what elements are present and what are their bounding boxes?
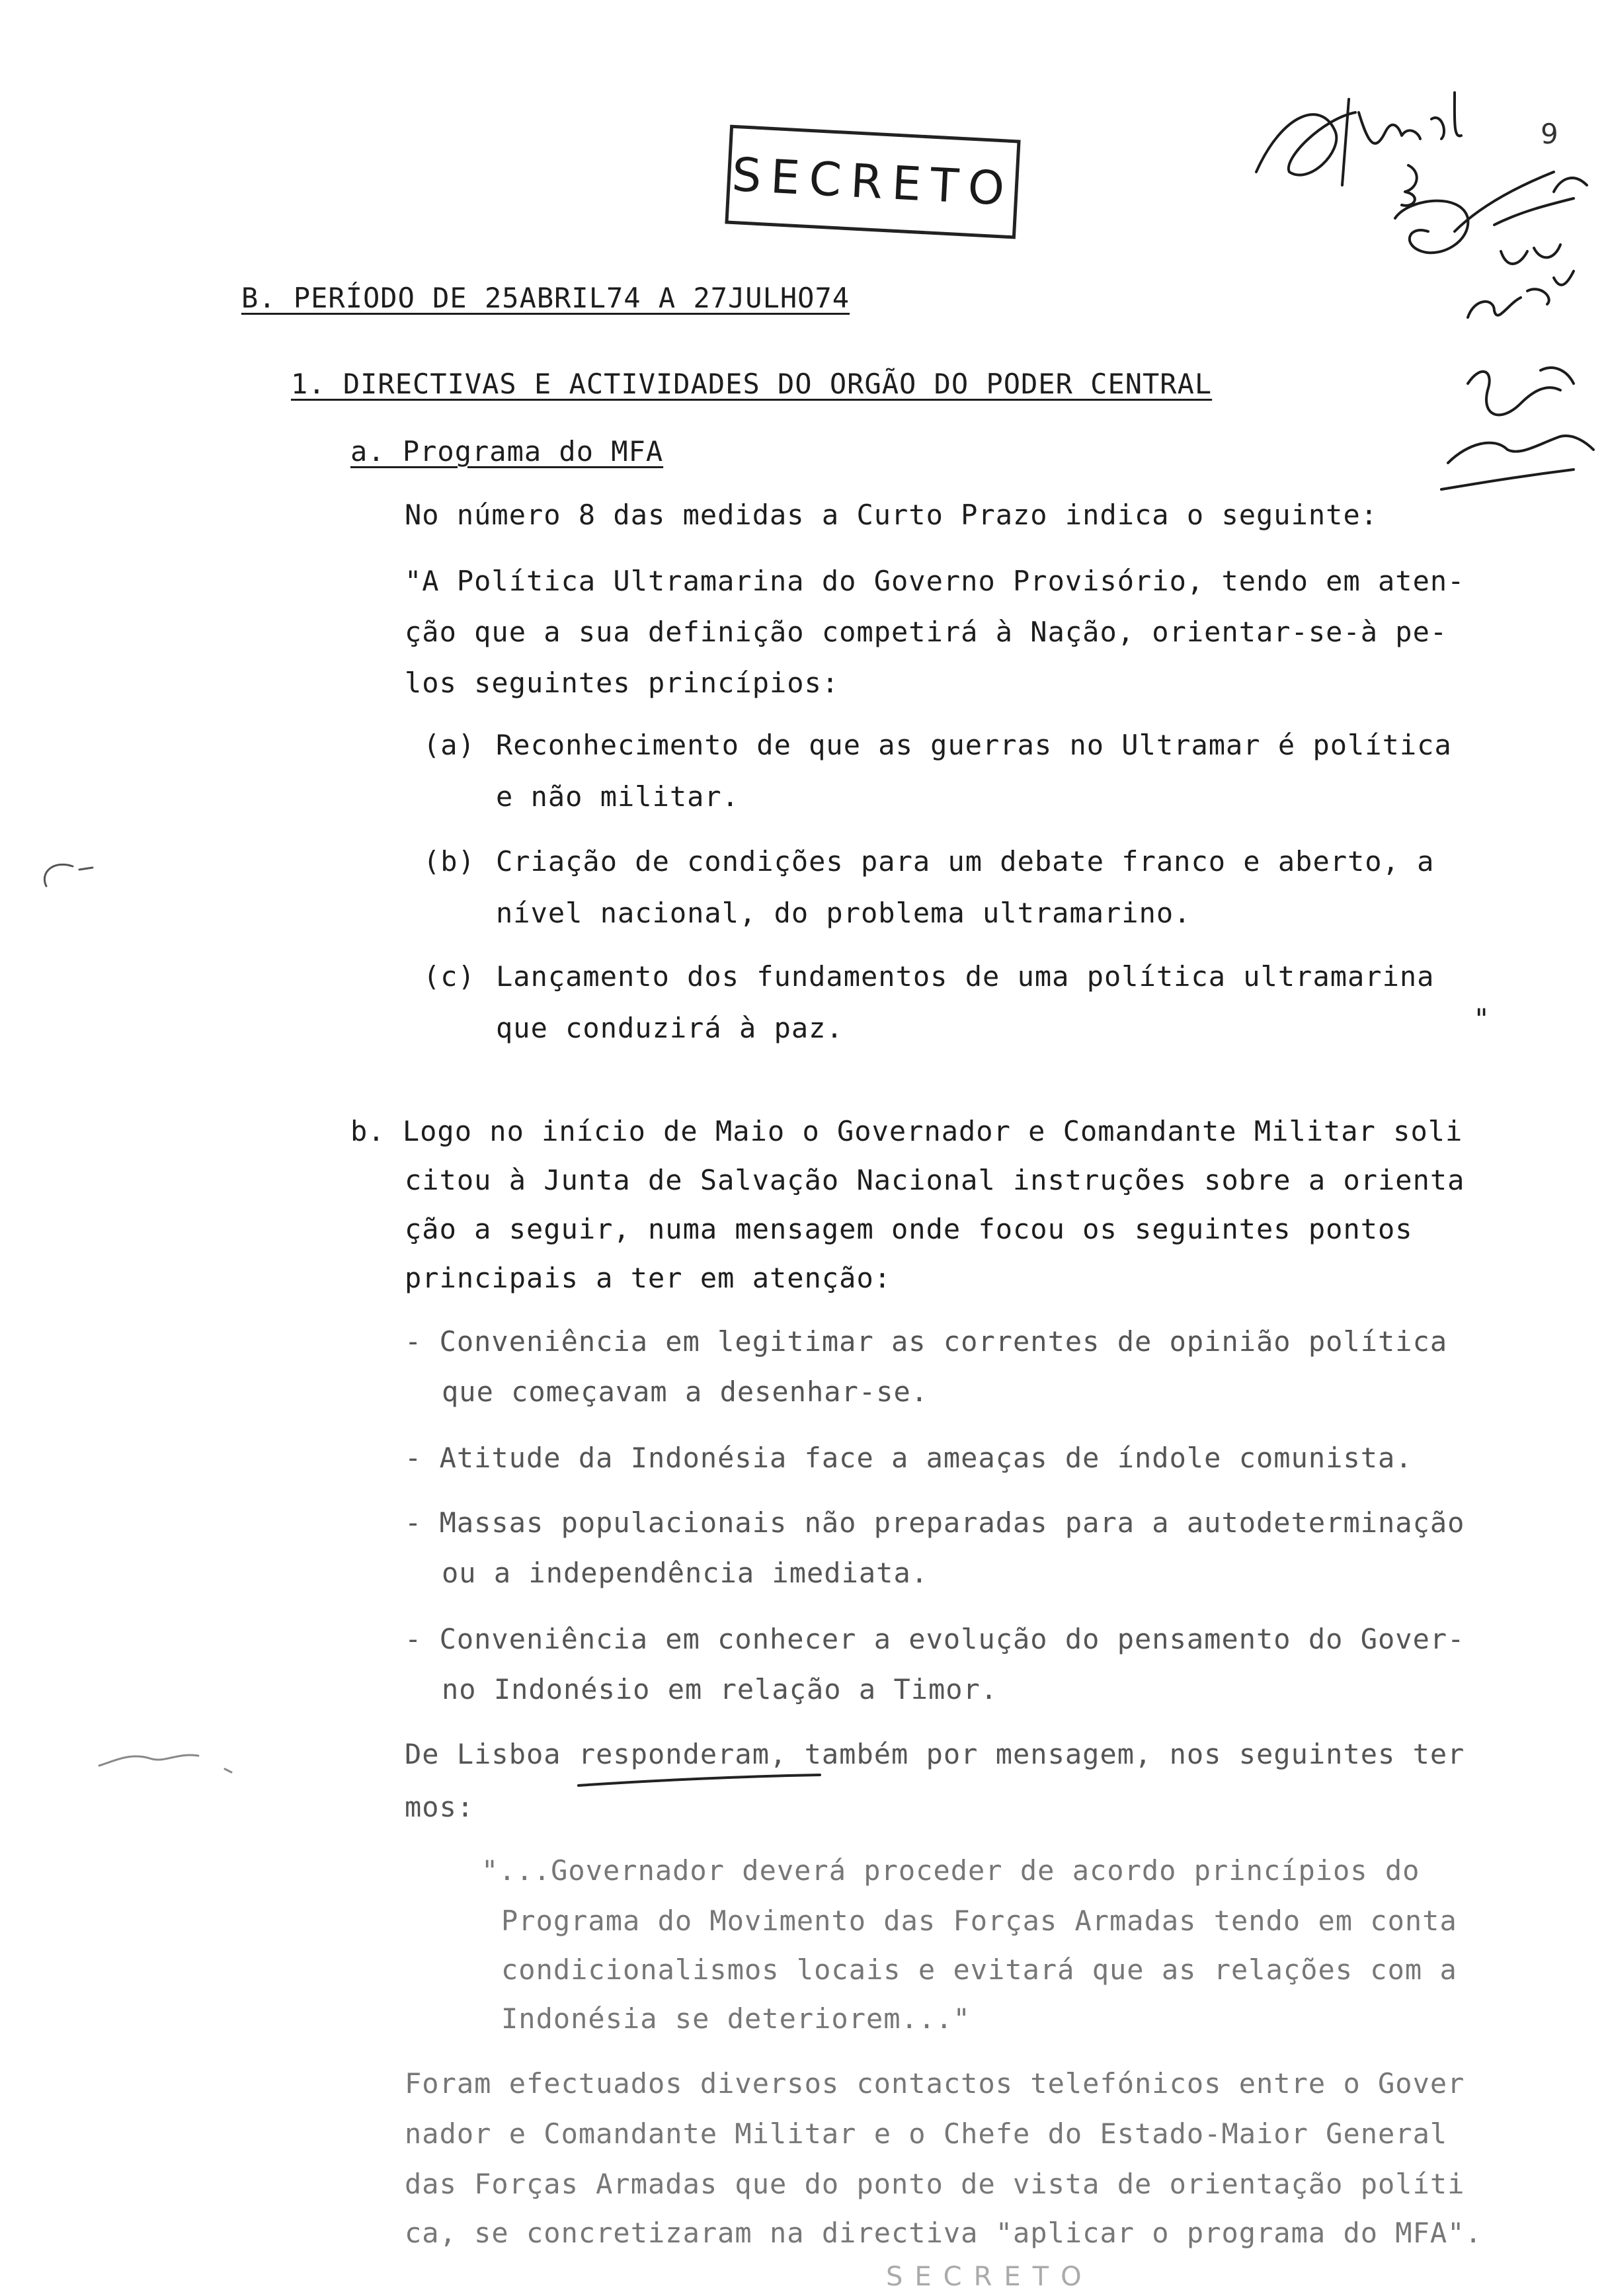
principle-line: Criação de condições para um debate franco e aberto, a	[496, 845, 1435, 878]
bullet-line: no Indonésio em relação a Timor.	[442, 1673, 998, 1705]
quote-line: "A Política Ultramarina do Governo Provisório, tendo em aten-	[405, 565, 1465, 597]
bullet-line: que começavam a desenhar-se.	[442, 1375, 929, 1408]
secreto-stamp	[725, 125, 1020, 239]
margin-mark	[26, 853, 99, 906]
margin-scribble	[93, 1739, 264, 1779]
principle-line: Reconhecimento de que as guerras no Ultramar é política	[496, 729, 1452, 761]
bullet-line: ou a independência imediata.	[442, 1557, 929, 1589]
closing-quote-mark: "	[1473, 1003, 1491, 1035]
item-b-line: citou à Junta de Salvação Nacional instruções sobre a orienta	[405, 1164, 1465, 1196]
item-b-line: b. Logo no início de Maio o Governador e Comandante Militar soli	[350, 1115, 1463, 1147]
reply-quote-line: "...Governador deverá proceder de acordo princípios do	[481, 1854, 1420, 1887]
reply-quote-line: Programa do Movimento das Forças Armadas tendo em conta	[501, 1905, 1457, 1937]
final-line: ca, se concretizaram na directiva "aplicar o programa do MFA".	[405, 2217, 1482, 2249]
bullet-line: - Massas populacionais não preparadas para a autodeterminação	[405, 1506, 1465, 1539]
bullet-line: - Conveniência em conhecer a evolução do pensamento do Gover-	[405, 1623, 1465, 1655]
item-a-title: a. Programa do MFA	[350, 435, 664, 468]
bullet-line: - Atitude da Indonésia face a ameaças de índole comunista.	[405, 1442, 1413, 1474]
page-number: 9	[1541, 118, 1558, 150]
principle-label: (b)	[423, 845, 475, 878]
principle-line: nível nacional, do problema ultramarino.	[496, 897, 1191, 929]
principle-line: que conduzirá à paz.	[496, 1012, 844, 1044]
reply-quote-line: Indonésia se deteriorem..."	[501, 2002, 971, 2035]
reply-quote-line: condicionalismos locais e evitará que as relações com a	[501, 1953, 1457, 1986]
reply-line: mos:	[405, 1791, 475, 1823]
quote-line: ção que a sua definição competirá à Nação, orientar-se-à pe-	[405, 616, 1448, 648]
item-b-line: ção a seguir, numa mensagem onde focou os seguintes pontos	[405, 1213, 1413, 1245]
principle-line: e não militar.	[496, 780, 740, 813]
stamp-text: SECRETO	[731, 147, 1015, 217]
final-line: das Forças Armadas que do ponto de vista de orientação políti	[405, 2168, 1465, 2200]
principle-label: (c)	[423, 960, 475, 993]
handwritten-underline	[575, 1771, 826, 1791]
principle-label: (a)	[423, 729, 475, 761]
section-subheading: 1. DIRECTIVAS E ACTIVIDADES DO ORGÃO DO PODER CENTRAL	[291, 368, 1213, 400]
section-heading: B. PERÍODO DE 25ABRIL74 A 27JULHO74	[241, 282, 850, 314]
item-a-intro: No número 8 das medidas a Curto Prazo indica o seguinte:	[405, 499, 1379, 531]
final-line: Foram efectuados diversos contactos telefónicos entre o Gover	[405, 2067, 1465, 2100]
handwritten-annotations	[1243, 73, 1608, 522]
bullet-line: - Conveniência em legitimar as correntes de opinião política	[405, 1325, 1448, 1358]
principle-line: Lançamento dos fundamentos de uma política ultramarina	[496, 960, 1435, 993]
quote-line: los seguintes princípios:	[405, 667, 840, 699]
final-line: nador e Comandante Militar e o Chefe do Estado-Maior General	[405, 2117, 1448, 2150]
item-b-line: principais a ter em atenção:	[405, 1262, 892, 1294]
reply-line: De Lisboa responderam, também por mensagem, nos seguintes ter	[405, 1738, 1465, 1770]
footer-stamp: SECRETO	[886, 2262, 1094, 2292]
